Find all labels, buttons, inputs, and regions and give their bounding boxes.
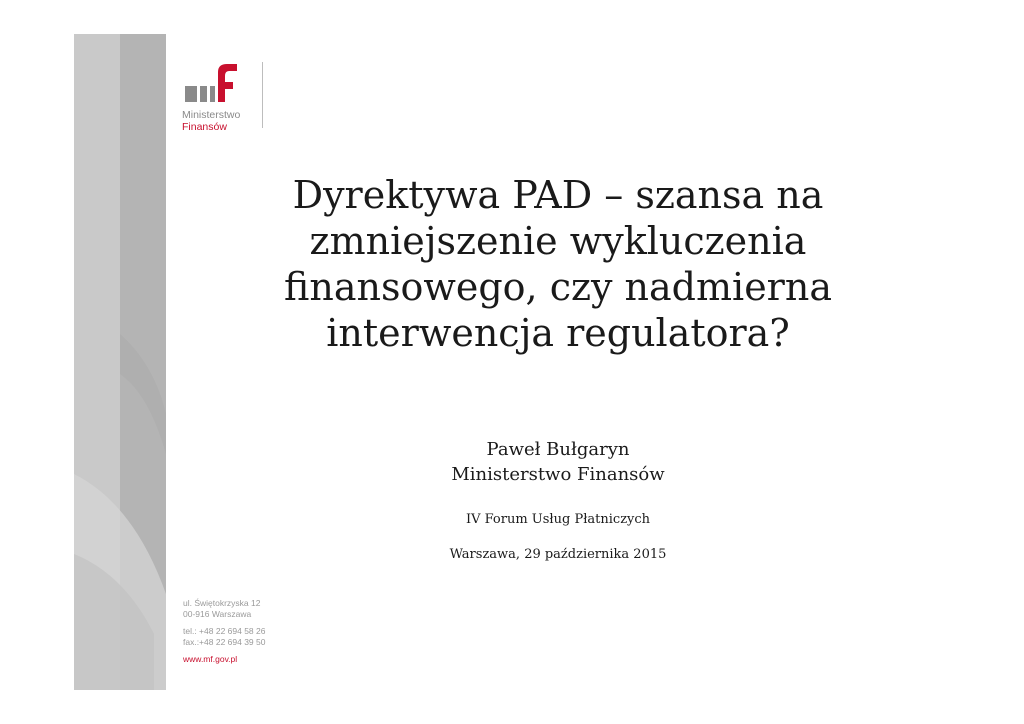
contact-info: [183, 598, 265, 665]
logo-divider: [262, 62, 263, 128]
contact-fax: fax.:+48 22 694 39 50: [183, 637, 266, 647]
ministry-logo-text: [182, 109, 240, 133]
author-name: Paweł Bułgaryn: [486, 439, 630, 460]
ministry-logo-icon: [183, 62, 239, 102]
title-line: Dyrektywa PAD – szansa na: [292, 173, 824, 217]
decorative-side-band: [74, 34, 166, 690]
contact-city: 00-916 Warszawa: [183, 609, 252, 619]
title-line: zmniejszenie wykluczenia: [309, 219, 807, 263]
side-band-arcs: [74, 34, 166, 690]
contact-phone: tel.: +48 22 694 58 26: [183, 626, 266, 636]
slide-title: [240, 172, 876, 356]
logo-line-finansow: Finansów: [182, 121, 227, 133]
author-organization: Ministerstwo Finansów: [451, 464, 665, 485]
website-link[interactable]: www.mf.gov.pl: [183, 654, 238, 664]
place-and-date: Warszawa, 29 października 2015: [449, 547, 667, 562]
title-line: interwencja regulatora?: [326, 311, 790, 355]
logo-line-ministerstwo: Ministerstwo: [182, 109, 241, 121]
author-block: [240, 437, 876, 487]
title-line: finansowego, czy nadmierna: [284, 265, 832, 309]
contact-street: ul. Świętokrzyska 12: [183, 598, 261, 608]
event-name: IV Forum Usług Płatniczych: [465, 512, 651, 527]
